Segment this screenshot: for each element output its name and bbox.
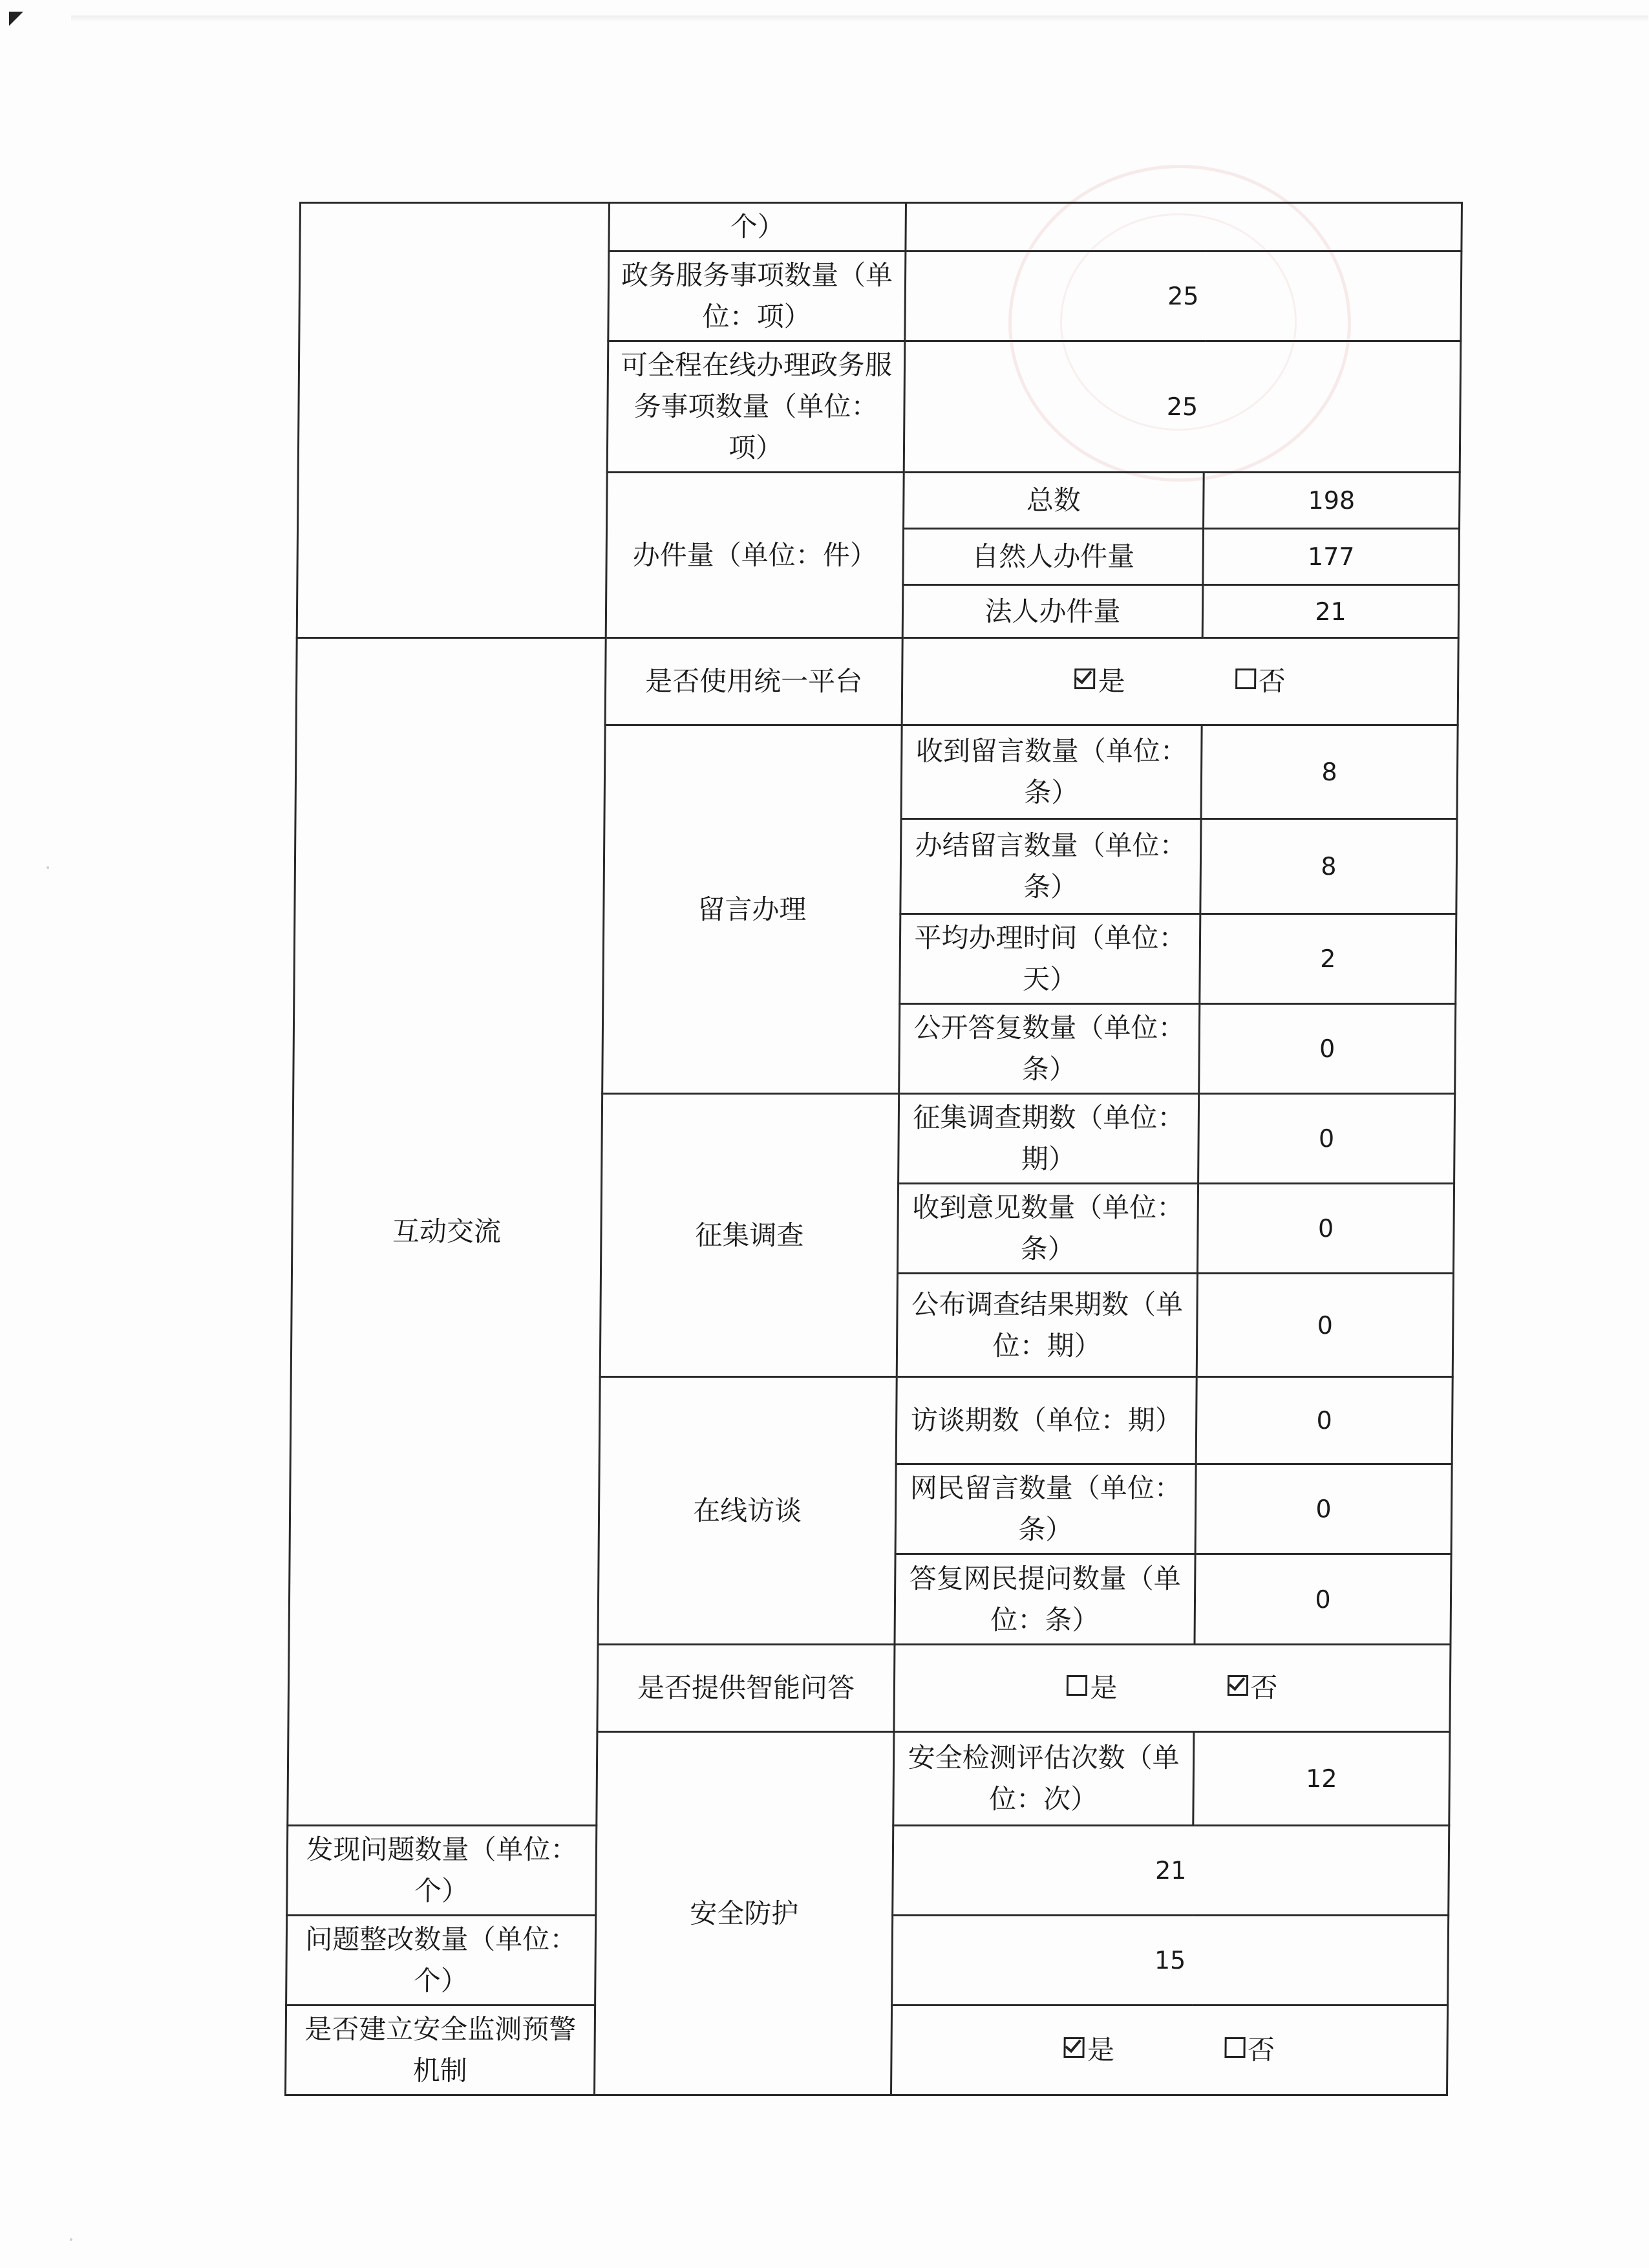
label-smart-qa: 是否提供智能问答 xyxy=(597,1645,895,1732)
label-messages-received: 收到留言数量（单位：条） xyxy=(901,725,1202,819)
label-unit-continued: 个） xyxy=(609,203,906,251)
option-no[interactable]: 否 xyxy=(1235,661,1286,702)
table-row xyxy=(296,638,1458,725)
scan-corner-mark xyxy=(9,12,23,26)
label-unified-platform: 是否使用统一平台 xyxy=(605,638,902,725)
value-messages-received: 8 xyxy=(1201,725,1458,819)
option-yes[interactable]: 是 xyxy=(1064,2029,1115,2071)
option-yes[interactable]: 是 xyxy=(1074,661,1125,702)
empty-box-icon xyxy=(1235,669,1256,689)
empty-box-icon xyxy=(1067,1675,1087,1696)
unified-platform-choice xyxy=(902,638,1458,725)
label-messages-done: 办结留言数量（单位：条） xyxy=(900,819,1201,914)
label-cases-legal: 法人办件量 xyxy=(902,585,1203,638)
label-interview: 在线访谈 xyxy=(598,1377,897,1645)
section-cell-service-continued xyxy=(297,203,609,638)
value-avg-time: 2 xyxy=(1200,914,1456,1004)
label-issues-found: 发现问题数量（单位：个） xyxy=(287,1826,597,1916)
value-survey-periods: 0 xyxy=(1198,1094,1455,1184)
checked-box-icon xyxy=(1075,669,1096,689)
label-cases: 办件量（单位：件） xyxy=(606,473,904,638)
scan-speck xyxy=(47,866,49,869)
value-issues-fixed: 15 xyxy=(892,1916,1449,2006)
section-security: 安全防护 xyxy=(594,1732,893,2095)
label-assessments: 安全检测评估次数（单位：次） xyxy=(893,1732,1194,1826)
label-netizen-msgs: 网民留言数量（单位：条） xyxy=(895,1464,1196,1554)
value-netizen-answers: 0 xyxy=(1195,1554,1451,1645)
section-interaction: 互动交流 xyxy=(288,638,606,1826)
warning-mechanism-choice xyxy=(891,2006,1447,2095)
value-gov-items: 25 xyxy=(905,251,1462,341)
checked-box-icon xyxy=(1064,2037,1085,2058)
label-netizen-answers: 答复网民提问数量（单位：条） xyxy=(895,1554,1195,1645)
value-survey-results: 0 xyxy=(1197,1274,1453,1377)
value-assessments: 12 xyxy=(1193,1732,1450,1826)
table-row xyxy=(300,203,1462,251)
smart-qa-choice xyxy=(894,1645,1451,1732)
label-warning-mechanism: 是否建立安全监测预警机制 xyxy=(285,2006,595,2095)
empty-box-icon xyxy=(1224,2037,1245,2058)
label-avg-time: 平均办理时间（单位：天） xyxy=(900,914,1200,1004)
option-yes[interactable]: 是 xyxy=(1067,1667,1118,1709)
value-interview-periods: 0 xyxy=(1196,1377,1452,1464)
label-survey-periods: 征集调查期数（单位：期） xyxy=(899,1094,1199,1184)
label-survey: 征集调查 xyxy=(600,1094,899,1377)
label-public-reply: 公开答复数量（单位：条） xyxy=(899,1004,1200,1094)
label-online-items: 可全程在线办理政务服务事项数量（单位：项） xyxy=(607,341,905,473)
label-opinions: 收到意见数量（单位：条） xyxy=(897,1184,1198,1274)
label-gov-items: 政务服务事项数量（单位：项） xyxy=(608,251,906,341)
value-messages-done: 8 xyxy=(1200,819,1457,914)
value-cases-natural: 177 xyxy=(1203,529,1460,585)
value-issues-found: 21 xyxy=(893,1826,1449,1916)
label-cases-total: 总数 xyxy=(904,473,1204,529)
label-cases-natural: 自然人办件量 xyxy=(903,529,1204,585)
report-table xyxy=(284,202,1463,2096)
scan-speck xyxy=(70,2238,72,2241)
value-opinions: 0 xyxy=(1197,1184,1454,1274)
value-cases-legal: 21 xyxy=(1202,585,1459,638)
checked-box-icon xyxy=(1227,1675,1248,1696)
label-survey-results: 公布调查结果期数（单位：期） xyxy=(897,1274,1197,1377)
option-no[interactable]: 否 xyxy=(1224,2029,1275,2071)
option-no[interactable]: 否 xyxy=(1227,1667,1278,1709)
value-netizen-msgs: 0 xyxy=(1195,1464,1452,1554)
value-public-reply: 0 xyxy=(1199,1004,1456,1094)
label-issues-fixed: 问题整改数量（单位：个） xyxy=(286,1916,596,2006)
value-online-items: 25 xyxy=(904,341,1461,473)
value-cases-total: 198 xyxy=(1204,473,1460,529)
value-cell-empty xyxy=(906,203,1462,251)
scan-edge-shadow xyxy=(71,16,1648,22)
label-interview-periods: 访谈期数（单位：期） xyxy=(896,1377,1197,1464)
label-messages: 留言办理 xyxy=(602,725,902,1094)
